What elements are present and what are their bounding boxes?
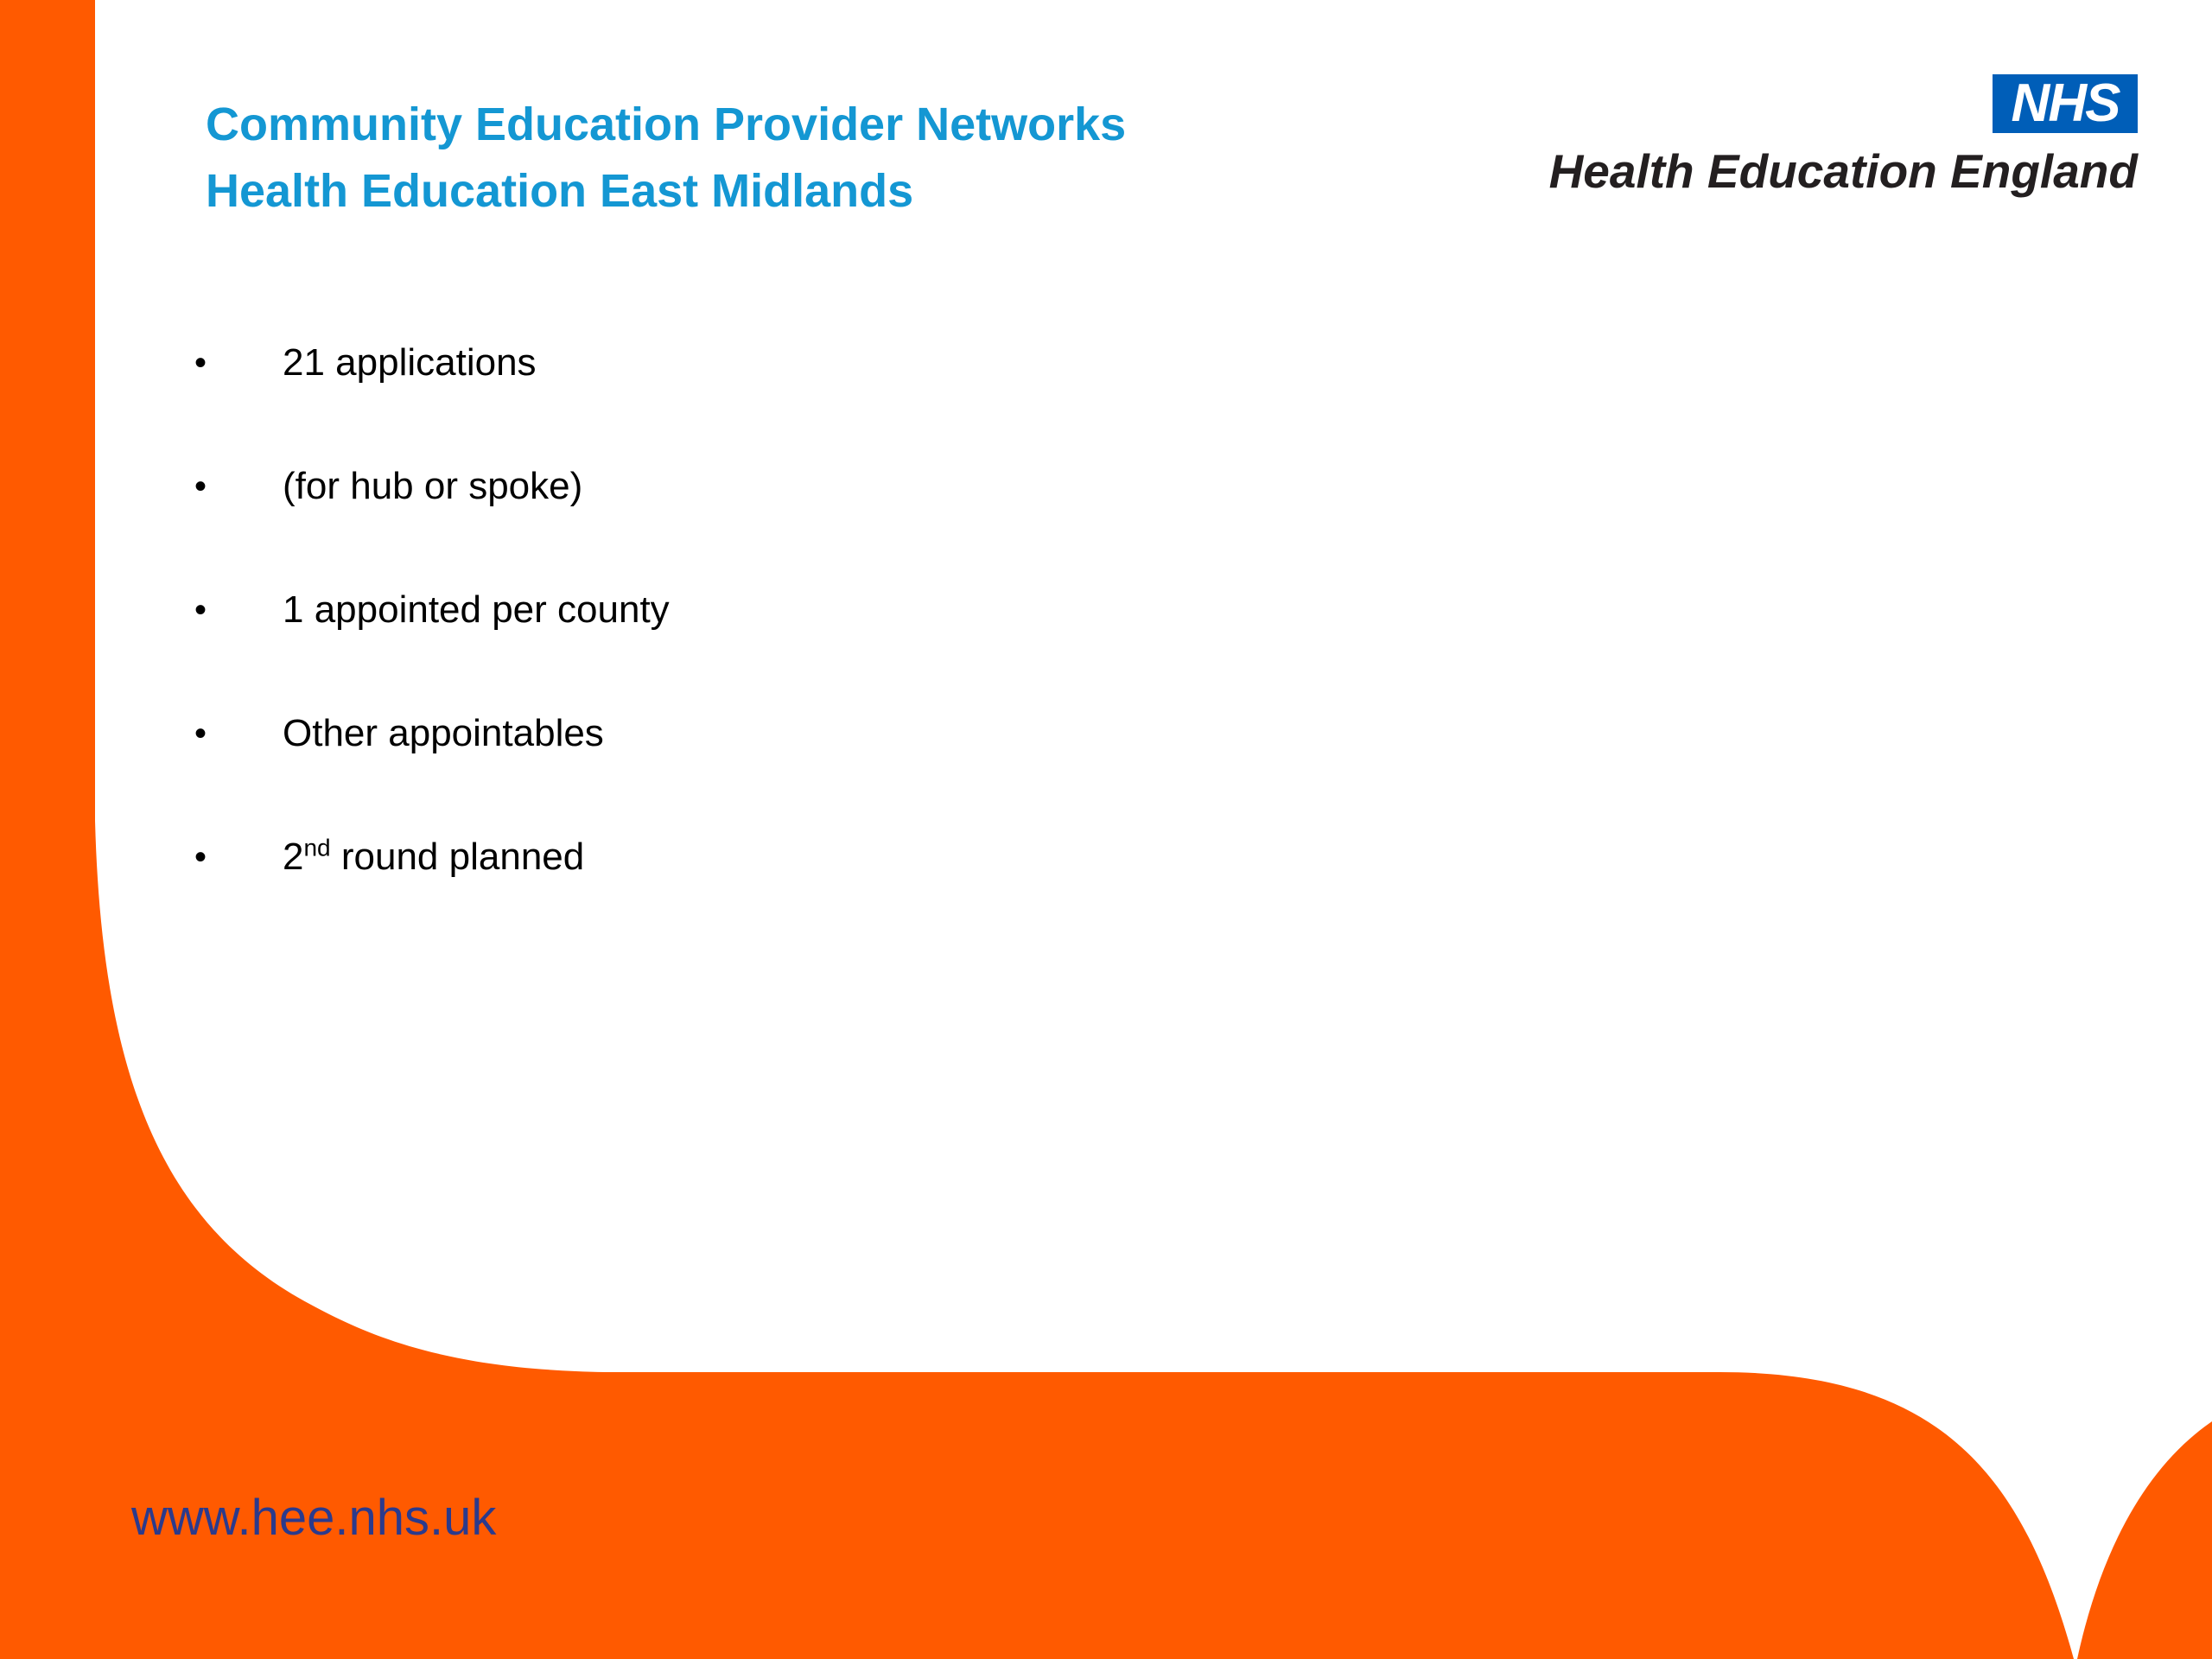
list-item [194, 332, 670, 455]
hee-logo-text: Health Education England [1548, 144, 2138, 198]
ordinal-number: 2 [283, 836, 304, 878]
nhs-hee-logo [1516, 74, 2138, 204]
bullet-icon: • [194, 467, 207, 505]
bullet-text: (for hub or spoke) [283, 465, 583, 507]
footer-url[interactable]: www.hee.nhs.uk [131, 1490, 497, 1546]
bullet-text: 21 applications [283, 341, 537, 384]
bullet-icon: • [194, 715, 207, 753]
bullet-text: Other appointables [283, 712, 604, 754]
bullet-list [194, 332, 670, 950]
bullet-icon: • [194, 344, 207, 382]
list-item [194, 579, 670, 702]
nhs-logo-icon: NHS [1993, 74, 2138, 133]
bullet-icon: • [194, 591, 207, 629]
bullet-icon: • [194, 838, 207, 876]
list-item [194, 702, 670, 826]
ordinal-suffix: nd [303, 834, 331, 861]
orange-bottom-right-wedge [2077, 1421, 2212, 1659]
slide-title-line-1: Community Education Provider Networks [206, 99, 1127, 150]
bullet-text: 1 appointed per county [283, 588, 670, 631]
slide-title-line-2: Health Education East Midlands [206, 165, 914, 217]
list-item [194, 826, 670, 950]
bullet-text [283, 826, 584, 888]
bullet-text-rest: round planned [330, 836, 585, 878]
list-item [194, 455, 670, 579]
